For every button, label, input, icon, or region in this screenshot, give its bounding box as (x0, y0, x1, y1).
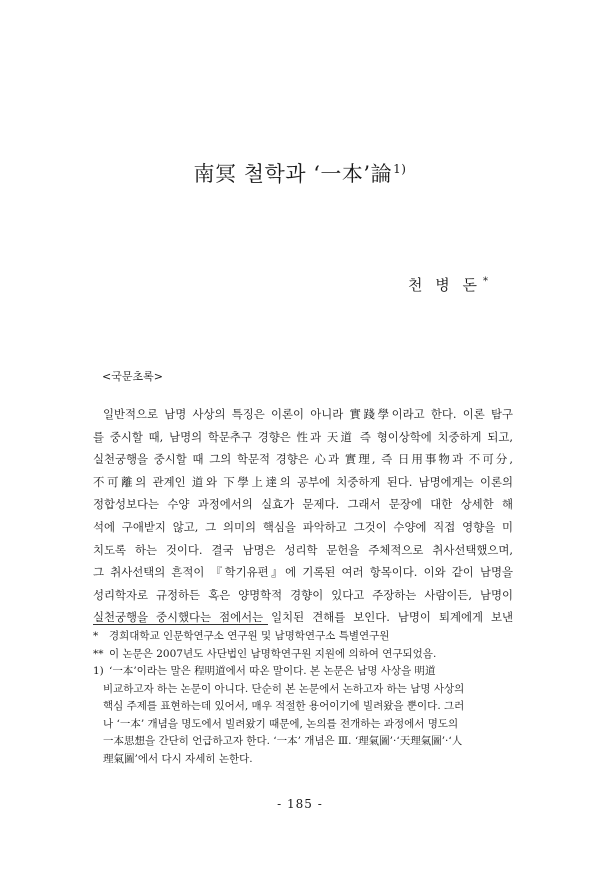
footnote-text: ‘一本’이라는 말은 程明道에서 따온 말이다. 본 논문은 남명 사상을 明道 (109, 665, 436, 677)
body-line: 不可離의 관계인 道와 下學上達의 공부에 치중하게 된다. 남명에게는 이론의 (93, 474, 513, 489)
footnote-label: ** (93, 647, 104, 660)
abstract-body (93, 403, 513, 629)
body-line: 일반적으로 남명 사상의 특징은 이론이 아니라 實踐學이라고 한다. 이론 탐구 (103, 407, 513, 421)
body-line: 석에 구애받지 않고, 그 의미의 핵심을 파악하고 그것이 수양에 직접 영향을 미 (93, 519, 513, 534)
author-footnote-marker[interactable]: * (483, 276, 488, 287)
footnote-text: 비교하고자 하는 논문이 아니다. 단순히 본 논문에서 논하고자 하는 남명 사상의 (103, 682, 465, 695)
body-line: 를 중시할 때, 남명의 학문추구 경향은 性과 天道 즉 형이상학에 치중하게 되고, (93, 429, 513, 444)
author-line (408, 274, 488, 295)
footnote-text: 경희대학교 인문학연구소 연구원 및 남명학연구소 특별연구원 (109, 630, 390, 642)
body-line: 실천궁행을 중시했다는 점에서는 일치된 견해를 보인다. 남명이 퇴계에게 보낸 (93, 610, 513, 625)
footnote-label: 1) (93, 665, 104, 677)
title-footnote-marker[interactable]: 1) (393, 162, 407, 176)
paper-title-text: 南冥 철학과 ‘一本’論 (193, 162, 393, 186)
author-name: 천 병 돈 (407, 276, 481, 294)
footnote-funding (93, 646, 513, 664)
footnote-text: 이 논문은 2007년도 사단법인 남명학연구원 지원에 의하여 연구되었음. (109, 647, 437, 660)
abstract-heading: <국문초록> (102, 370, 163, 383)
paper-title (0, 158, 600, 188)
page-number: - 185 - (277, 797, 323, 811)
footnote-divider (93, 624, 268, 625)
body-line: 치도록 하는 것이다. 결국 남명은 성리학 문헌을 주체적으로 취사선택했으며, (93, 542, 513, 557)
footnote-text: 理氣圖’에서 다시 자세히 논한다. (103, 752, 253, 765)
footnote-text: 나 ‘一本’ 개념을 명도에서 빌려왔기 때문에, 논의를 전개하는 과정에서 명도의 (103, 717, 459, 730)
body-line: 정합성보다는 수양 과정에서의 실효가 문제다. 그래서 문장에 대한 상세한 해 (93, 497, 513, 512)
body-line: 실천궁행을 중시할 때 그의 학문적 경향은 心과 實理, 즉 日用事物과 不可分, (93, 452, 513, 467)
body-line: 그 취사선택의 흔적이 『학기유편』에 기록된 여러 항목이다. 이와 같이 남명을 (93, 565, 513, 580)
footnote-one (93, 663, 513, 768)
body-line: 성리학자로 규정하든 혹은 양명학적 경향이 있다고 주장하는 사람이든, 남명이 (93, 587, 513, 602)
footnote-text: 핵심 주제를 표현하는데 있어서, 매우 적절한 용어이기에 빌려왔을 뿐이다. 그러 (103, 700, 465, 712)
footnote-label: * (93, 630, 99, 642)
footnote-text: 一本思想을 간단히 언급하고자 한다. ‘一本’ 개념은 Ⅲ. ‘理氣圖’·‘天理氣圖’·‘人 (103, 735, 463, 747)
footnotes (93, 628, 513, 768)
footnote-affiliation (93, 628, 513, 646)
